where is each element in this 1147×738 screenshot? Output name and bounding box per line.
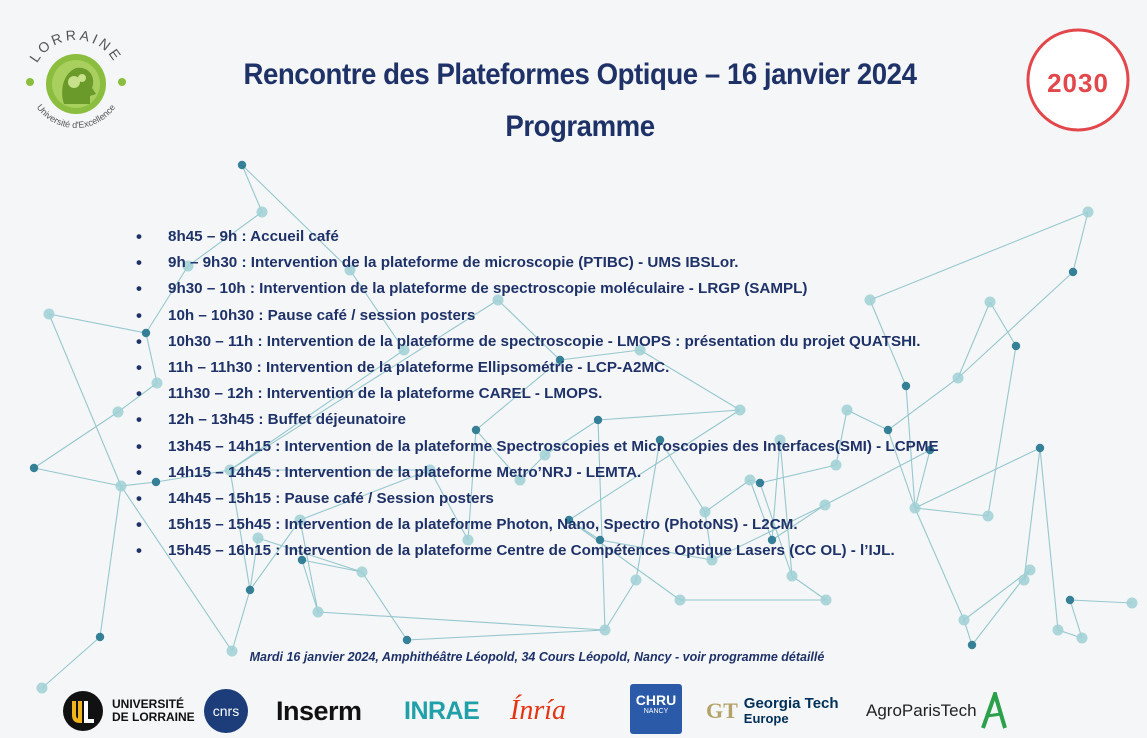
program-item bbox=[136, 460, 1016, 486]
ul-line2: DE LORRAINE bbox=[112, 710, 195, 724]
network-edge bbox=[302, 560, 318, 612]
agro-a-icon bbox=[981, 692, 1007, 730]
program-text: : Intervention de la plateforme de microscopie (PTIBC) - UMS IBSLor. bbox=[237, 254, 739, 272]
program-text: : Pause café / Session posters bbox=[271, 490, 494, 508]
network-node bbox=[113, 407, 124, 418]
network-node bbox=[357, 567, 368, 578]
program-item bbox=[136, 381, 1016, 407]
chru-nancy-text: NANCY bbox=[643, 708, 669, 715]
network-node bbox=[1077, 633, 1088, 644]
network-node bbox=[787, 571, 798, 582]
program-time: 10h30 – 11h bbox=[168, 332, 254, 350]
network-node bbox=[1083, 207, 1094, 218]
agro-text: AgroParisTech bbox=[866, 701, 977, 720]
program-text: : Buffet déjeunatoire bbox=[254, 411, 407, 429]
event-location-footer: Mardi 16 janvier 2024, Amphithéâtre Léopold, 34 Cours Léopold, Nancy - voir programme détaillé bbox=[249, 650, 825, 664]
cnrs-text: cnrs bbox=[204, 689, 248, 733]
program-time: 15h45 – 16h15 bbox=[168, 542, 272, 560]
network-edge bbox=[34, 468, 121, 486]
network-node bbox=[257, 207, 268, 218]
program-text: : Accueil café bbox=[237, 228, 339, 245]
program-item bbox=[136, 355, 1016, 381]
program-text: : Intervention de la plateforme de spectroscopie - LMOPS : présentation du projet QUATSHI. bbox=[253, 332, 921, 350]
program-time: 11h30 – 12h bbox=[168, 385, 254, 403]
program-item bbox=[136, 276, 1016, 302]
program-time: 10h – 10h30 bbox=[168, 306, 255, 324]
network-node bbox=[37, 683, 48, 694]
network-edge bbox=[318, 612, 605, 630]
program-text: : Intervention de la plateforme Spectroscopies et Microscopies des Interfaces(SMI) - LCPME bbox=[271, 437, 939, 455]
network-node bbox=[1069, 268, 1077, 276]
network-edge bbox=[792, 576, 826, 600]
program-time: 12h – 13h45 bbox=[168, 411, 255, 429]
agroparistech-logo bbox=[866, 688, 1007, 734]
ul-mark-icon bbox=[60, 688, 106, 734]
network-edge bbox=[1073, 212, 1088, 272]
network-node bbox=[1053, 625, 1064, 636]
program-text: : Intervention de la plateforme Photon, Nano, Spectro (PhotoNS) - L2CM. bbox=[271, 516, 798, 534]
page-subtitle: Programme bbox=[505, 110, 655, 143]
network-edge bbox=[362, 572, 407, 640]
network-node bbox=[968, 641, 976, 649]
program-item bbox=[136, 486, 1016, 512]
program-time: 14h45 – 15h15 bbox=[168, 490, 272, 508]
program-time: 9h30 – 10h bbox=[168, 280, 246, 298]
inserm-text: Inserm bbox=[276, 695, 362, 726]
program-text: : Pause café / session posters bbox=[254, 306, 476, 324]
network-node bbox=[313, 607, 324, 618]
program-time: 11h – 11h30 bbox=[168, 359, 253, 377]
network-node bbox=[821, 595, 832, 606]
inrae-text: INRAE bbox=[404, 696, 480, 725]
program-text: : Intervention de la plateforme Centre de Compétences Optique Lasers (CC OL) - l’IJL. bbox=[271, 542, 895, 560]
ul-line1: UNIVERSITÉ bbox=[112, 697, 185, 711]
program-text: : Intervention de la plateforme Ellipsométrie - LCP-A2MC. bbox=[252, 359, 670, 377]
program-list bbox=[136, 224, 1016, 565]
program-item bbox=[136, 250, 1016, 276]
gt-line2: Europe bbox=[743, 711, 789, 726]
program-text: : Intervention de la plateforme CAREL - LMOPS. bbox=[253, 385, 603, 403]
georgia-tech-europe-logo bbox=[706, 688, 839, 734]
program-item bbox=[136, 434, 1016, 460]
network-edge bbox=[1040, 448, 1058, 630]
cnrs-logo bbox=[204, 688, 248, 734]
network-edge bbox=[242, 165, 262, 212]
network-node bbox=[675, 595, 686, 606]
program-time: 9h – 9h30 bbox=[168, 254, 238, 272]
lorraine-logo-text: LORRAINE bbox=[26, 26, 126, 66]
network-edge bbox=[1024, 448, 1040, 580]
page-title: Rencontre des Plateformes Optique – 16 janvier 2024 bbox=[243, 58, 917, 91]
gt-mark: GT bbox=[706, 698, 738, 723]
network-edge bbox=[100, 486, 121, 637]
network-edge bbox=[49, 314, 146, 333]
network-node bbox=[1127, 598, 1138, 609]
network-edge bbox=[1070, 600, 1082, 638]
program-time: 15h15 – 15h45 bbox=[168, 516, 272, 534]
network-node bbox=[959, 615, 970, 626]
program-item bbox=[136, 303, 1016, 329]
chru-nancy-logo bbox=[630, 686, 682, 732]
network-node bbox=[246, 586, 254, 594]
network-node bbox=[238, 161, 246, 169]
network-node bbox=[1066, 596, 1074, 604]
network-node bbox=[96, 633, 104, 641]
network-edge bbox=[1070, 600, 1132, 603]
network-node bbox=[1036, 444, 1044, 452]
inria-text: Ínría bbox=[510, 695, 566, 726]
program-text: : Intervention de la plateforme de spectroscopie moléculaire - LRGP (SAMPL) bbox=[245, 280, 808, 298]
network-node bbox=[1025, 565, 1036, 576]
program-item bbox=[136, 329, 1016, 355]
excellence-logo-text: Université d'Excellence bbox=[34, 102, 118, 131]
network-node bbox=[30, 464, 38, 472]
inrae-logo bbox=[404, 688, 479, 734]
network-node bbox=[116, 481, 127, 492]
program-item bbox=[136, 538, 1016, 564]
network-edge bbox=[407, 630, 605, 640]
program-text: : Intervention de la plateforme Metro’NRJ - LEMTA. bbox=[271, 463, 642, 481]
network-edge bbox=[605, 580, 636, 630]
inria-logo bbox=[510, 688, 566, 734]
chru-text: CHRU bbox=[635, 692, 677, 708]
program-time: 8h45 – 9h bbox=[168, 228, 238, 245]
network-edge bbox=[34, 412, 118, 468]
network-edge bbox=[232, 590, 250, 651]
gt-line1: Georgia Tech bbox=[743, 695, 839, 712]
program-time: 14h15 – 14h45 bbox=[168, 463, 272, 481]
network-node bbox=[600, 625, 611, 636]
universite-de-lorraine-logo bbox=[60, 688, 195, 734]
network-node bbox=[403, 636, 411, 644]
program-time: 13h45 – 14h15 bbox=[168, 437, 272, 455]
2030-text: 2030 bbox=[1047, 68, 1109, 98]
program-item bbox=[136, 512, 1016, 538]
network-edge bbox=[49, 314, 121, 486]
network-node bbox=[44, 309, 55, 320]
program-item bbox=[136, 224, 1016, 250]
program-item bbox=[136, 407, 1016, 433]
network-node bbox=[1019, 575, 1030, 586]
network-node bbox=[631, 575, 642, 586]
inserm-logo bbox=[276, 688, 362, 734]
